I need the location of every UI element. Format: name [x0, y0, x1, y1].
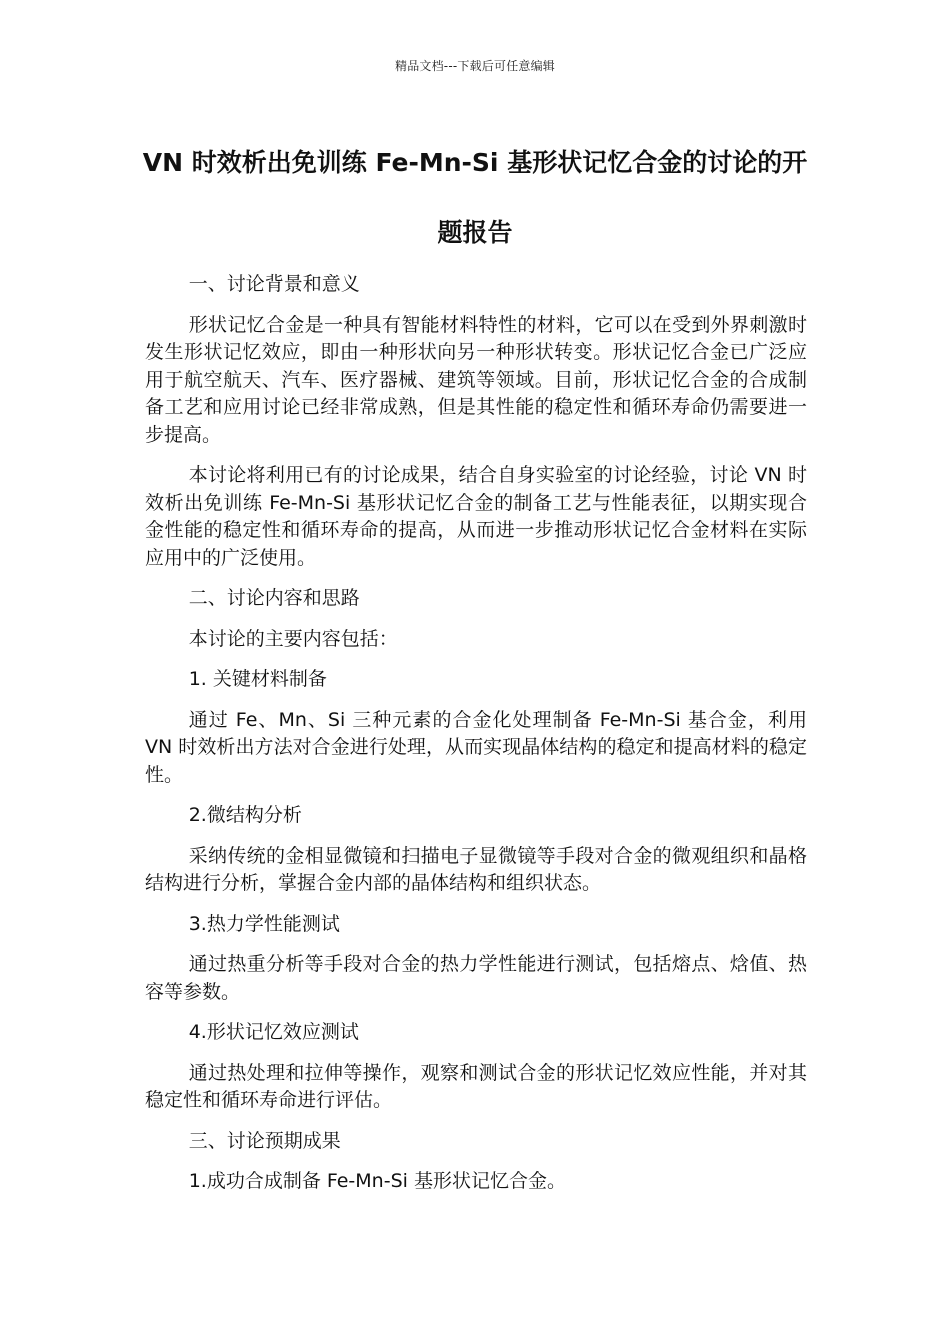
paragraph-thermo-test: 通过热重分析等手段对合金的热力学性能进行测试，包括熔点、焓值、热容等参数。	[145, 953, 807, 1003]
paragraph-microstructure: 采纳传统的金相显微镜和扫描电子显微镜等手段对合金的微观组织和晶格结构进行分析，掌握合金内部的晶体结构和组织状态。	[145, 844, 807, 894]
paragraph-background-2: 本讨论将利用已有的讨论成果，结合自身实验室的讨论经验，讨论 VN 时效析出免训练 Fe-Mn-Si 基形状记忆合金的制备工艺与性能表征，以期实现合金性能的稳定性和循环寿命的提高，从而进一步推动形状记忆合金材料在实际应用中的广泛使用。	[145, 464, 807, 569]
subheading-microstructure: 2.微结构分析	[188, 804, 302, 826]
section-heading-expected-results: 三、讨论预期成果	[188, 1129, 341, 1152]
section-heading-content: 二、讨论内容和思路	[188, 587, 360, 609]
paragraph-content-intro: 本讨论的主要内容包括：	[188, 627, 398, 650]
paragraph-background-1: 形状记忆合金是一种具有智能材料特性的材料，它可以在受到外界刺激时发生形状记忆效应，即由一种形状向另一种形状转变。形状记忆合金已广泛应用于航空航天、汽车、医疗器械、建筑等领域。目前，形状记忆合金的合成制备工艺和应用讨论已经非常成熟，但是其性能的稳定性和循环寿命仍需要进一步提高。	[145, 313, 807, 446]
subheading-shape-memory-test: 4.形状记忆效应测试	[188, 1021, 359, 1043]
page-header-note: 精品文档---下载后可任意编辑	[395, 59, 555, 73]
subheading-material-preparation: 1. 关键材料制备	[188, 668, 327, 690]
paragraph-expected-result-1: 1.成功合成制备 Fe-Mn-Si 基形状记忆合金。	[188, 1170, 566, 1192]
paragraph-material-preparation: 通过 Fe、Mn、Si 三种元素的合金化处理制备 Fe-Mn-Si 基合金，利用 VN 时效析出方法对合金进行处理，从而实现晶体结构的稳定和提高材料的稳定性。	[145, 708, 807, 786]
document-body	[145, 271, 807, 1196]
section-heading-background: 一、讨论背景和意义	[188, 273, 360, 295]
subheading-thermo-test: 3.热力学性能测试	[188, 912, 340, 935]
document-title: VN 时效析出免训练 Fe-Mn-Si 基形状记忆合金的讨论的开题报告	[142, 148, 808, 247]
paragraph-shape-memory-test: 通过热处理和拉伸等操作，观察和测试合金的形状记忆效应性能，并对其稳定性和循环寿命进行评估。	[145, 1061, 807, 1111]
